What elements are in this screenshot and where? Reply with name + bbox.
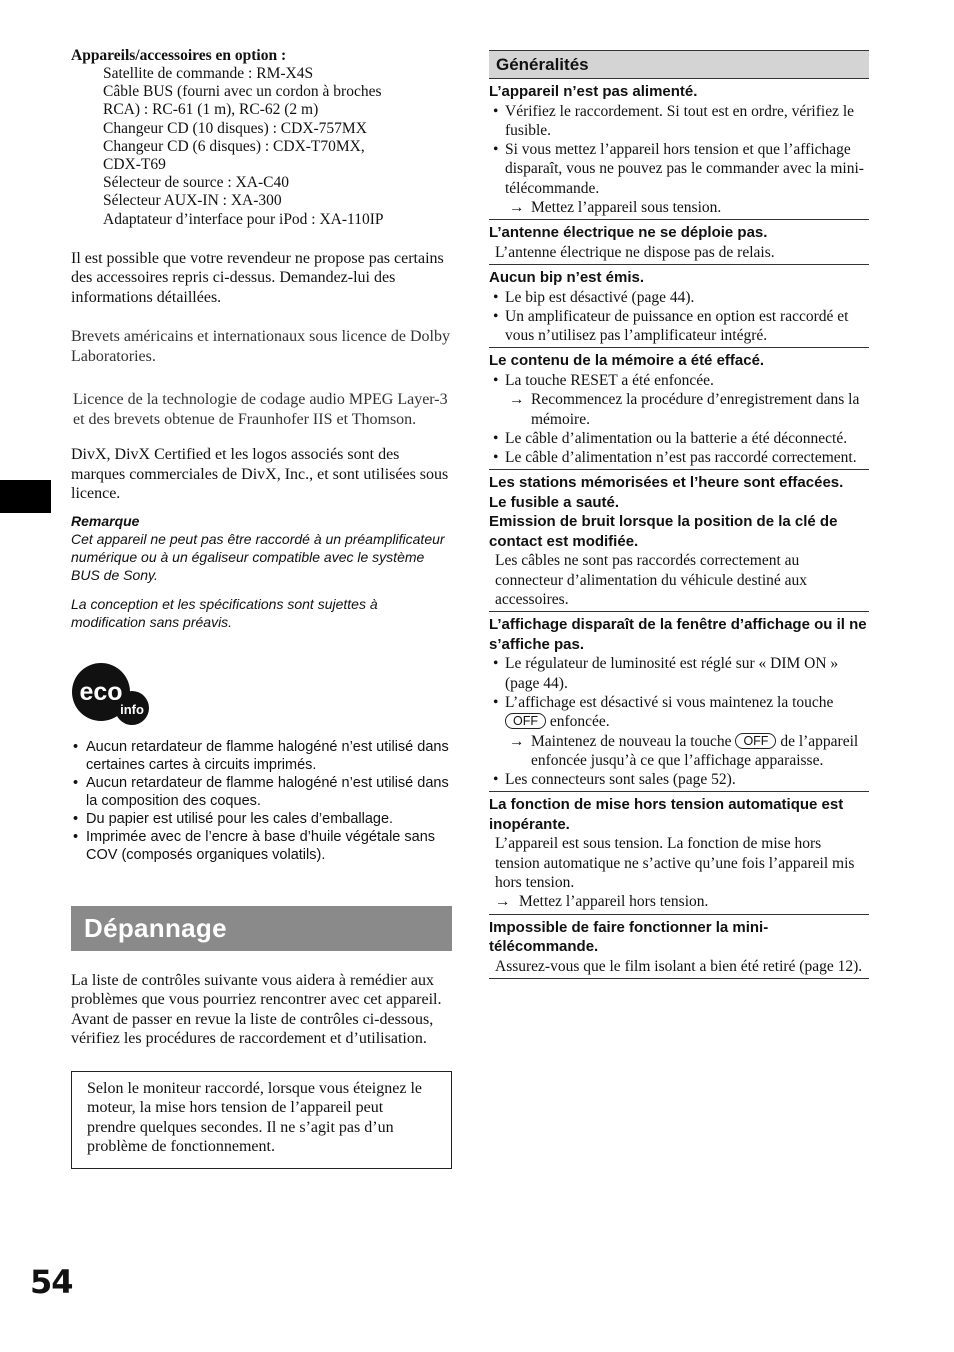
arrow-step bbox=[489, 198, 869, 217]
bullet bbox=[489, 693, 869, 732]
option-item: RCA) : RC-61 (1 m), RC-62 (2 m) bbox=[103, 101, 319, 119]
list-item: • Du papier est utilisé pour les cales d’emballage. bbox=[71, 810, 452, 828]
intro-paragraph: La liste de contrôles suivante vous aidera à remédier aux problèmes que vous pourriez rencontrer avec cet appareil. bbox=[71, 971, 442, 1009]
arrow-text: Maintenez de nouveau la touche bbox=[531, 732, 732, 750]
answer: Les câbles ne sont pas raccordés correctement au connecteur d’alimentation du véhicule destiné aux accessoires. bbox=[495, 552, 808, 609]
arrow-text: de l’appareil enfoncée jusqu’à ce que l’affichage apparaisse. bbox=[531, 732, 859, 769]
option-item: Satellite de commande : RM-X4S bbox=[103, 65, 314, 82]
spec-notice: La conception et les spécifications sont sujettes à modification sans préavis. bbox=[71, 595, 378, 630]
options-list bbox=[103, 65, 452, 229]
arrow-step bbox=[489, 892, 869, 911]
question: Emission de bruit lorsque la position de la clé de contact est modifiée. bbox=[489, 513, 838, 550]
arrow-icon: → bbox=[509, 391, 525, 409]
question: Les stations mémorisées et l’heure sont effacées. bbox=[489, 474, 844, 492]
question: L’affichage disparaît de la fenêtre d’affichage ou il ne s’affiche pas. bbox=[489, 616, 867, 653]
bullet: • Le bip est désactivé (page 44). bbox=[489, 288, 869, 307]
section-tab-marker bbox=[0, 480, 51, 513]
answer: L’antenne électrique ne dispose pas de relais. bbox=[495, 243, 775, 261]
option-item: Changeur CD (10 disques) : CDX-757MX bbox=[103, 119, 367, 137]
general-heading: Généralités bbox=[489, 50, 869, 79]
retailer-paragraph: Il est possible que votre revendeur ne propose pas certains des accessoires repris ci-dessus. Demandez-lui des informations détaillées. bbox=[71, 249, 444, 306]
arrow-step bbox=[489, 732, 869, 771]
bullet-text: enfoncée. bbox=[549, 713, 610, 731]
option-item: Sélecteur AUX-IN : XA-300 bbox=[103, 192, 282, 210]
question: Aucun bip n’est émis. bbox=[489, 269, 645, 287]
right-column bbox=[489, 50, 869, 979]
eco-logo-word: eco bbox=[79, 677, 123, 706]
bullet: • Le câble d’alimentation n’est pas raccordé correctement. bbox=[489, 448, 869, 467]
section-title: Dépannage bbox=[71, 906, 452, 951]
arrow-text: Recommencez la procédure d’enregistrement dans la mémoire. bbox=[531, 391, 860, 428]
trouble-item-remote bbox=[489, 915, 869, 979]
mpeg-paragraph: Licence de la technologie de codage audio MPEG Layer-3 et des brevets obtenue de Fraunhofer IIS et Thomson. bbox=[73, 391, 448, 428]
trouble-item-stations bbox=[489, 470, 869, 612]
trouble-item-display bbox=[489, 612, 869, 792]
bullet-text: L’affichage est désactivé si vous maintenez la touche bbox=[505, 693, 834, 711]
left-column bbox=[71, 46, 452, 1169]
bullet: • La touche RESET a été enfoncée. bbox=[489, 371, 869, 390]
trouble-item-power bbox=[489, 79, 869, 220]
trouble-item-antenna bbox=[489, 220, 869, 265]
question: L’appareil n’est pas alimenté. bbox=[489, 83, 698, 100]
bullet: • Si vous mettez l’appareil hors tension et que l’affichage disparaît, vous ne pouvez pas le commander avec la mini-télécommande. bbox=[489, 140, 869, 198]
arrow-icon: → bbox=[509, 732, 525, 750]
divx-paragraph: DivX, DivX Certified et les logos associés sont des marques commerciales de DivX, Inc., et sont utilisées sous licence. bbox=[71, 446, 449, 503]
option-item: Changeur CD (6 disques) : CDX-T70MX, bbox=[103, 137, 365, 155]
remark-text: Cet appareil ne peut pas être raccordé à un préamplificateur numérique ou à un égaliseur compatible avec le système BUS de Sony. bbox=[71, 530, 445, 583]
list-item: • Aucun retardateur de flamme halogéné n’est utilisé dans la composition des coques. bbox=[71, 774, 452, 810]
trouble-item-memory bbox=[489, 348, 869, 470]
bullet: • Les connecteurs sont sales (page 52). bbox=[489, 770, 869, 789]
question: Le fusible a sauté. bbox=[489, 493, 620, 511]
question: L’antenne électrique ne se déploie pas. bbox=[489, 224, 768, 242]
bullet: • Vérifiez le raccordement. Si tout est en ordre, vérifiez le fusible. bbox=[489, 102, 869, 141]
arrow-icon: → bbox=[509, 198, 525, 216]
option-item: CDX-T69 bbox=[103, 156, 166, 174]
eco-list bbox=[71, 738, 452, 864]
list-item: • Aucun retardateur de flamme halogéné n’est utilisé dans certaines cartes à circuits imprimés. bbox=[71, 738, 452, 774]
trouble-item-auto-off bbox=[489, 792, 869, 914]
bullet: • Un amplificateur de puissance en option est raccordé et vous n’utilisez pas l’amplificateur intégré. bbox=[489, 307, 869, 346]
off-key-label: OFF bbox=[505, 713, 546, 729]
option-item: Sélecteur de source : XA-C40 bbox=[103, 174, 289, 192]
eco-logo-sub: info bbox=[120, 701, 144, 717]
eco-info-logo bbox=[71, 660, 149, 728]
eco-info-icon bbox=[71, 660, 151, 728]
arrow-step bbox=[489, 390, 869, 429]
option-item: Câble BUS (fourni avec un cordon à broches bbox=[103, 83, 382, 101]
intro-paragraph-2: Avant de passer en revue la liste de contrôles ci-dessous, vérifiez les procédures de raccordement et d’utilisation. bbox=[71, 1010, 434, 1048]
off-key-label: OFF bbox=[735, 733, 776, 749]
answer: L’appareil est sous tension. La fonction de mise hors tension automatique ne s’active qu’une fois l’appareil mis hors tension. bbox=[495, 835, 855, 892]
question: Le contenu de la mémoire a été effacé. bbox=[489, 352, 765, 370]
bullet: • Le régulateur de luminosité est réglé sur « DIM ON » (page 44). bbox=[489, 654, 869, 693]
question: La fonction de mise hors tension automatique est inopérante. bbox=[489, 796, 844, 833]
bullet: • Le câble d’alimentation ou la batterie a été déconnecté. bbox=[489, 429, 869, 448]
option-item: Adaptateur d’interface pour iPod : XA-110IP bbox=[103, 210, 384, 228]
question: Impossible de faire fonctionner la mini-télécommande. bbox=[489, 918, 769, 956]
trouble-item-beep bbox=[489, 265, 869, 348]
answer: Assurez-vous que le film isolant a bien été retiré (page 12). bbox=[495, 957, 863, 975]
arrow-text: Mettez l’appareil sous tension. bbox=[531, 198, 722, 216]
page-number: 54 bbox=[30, 1263, 73, 1301]
options-title: Appareils/accessoires en option : bbox=[71, 47, 287, 64]
note-box: Selon le moniteur raccordé, lorsque vous éteignez le moteur, la mise hors tension de l’appareil peut prendre quelques secondes. Il ne s’agit pas d’un problème de fonctionnement. bbox=[71, 1071, 452, 1169]
list-item: • Imprimée avec de l’encre à base d’huile végétale sans COV (composés organiques volatils). bbox=[71, 828, 452, 864]
dolby-paragraph: Brevets américains et internationaux sous licence de Dolby Laboratories. bbox=[71, 328, 450, 365]
arrow-text: Mettez l’appareil hors tension. bbox=[519, 893, 709, 911]
arrow-icon: → bbox=[495, 893, 511, 911]
remark-title: Remarque bbox=[71, 512, 140, 529]
